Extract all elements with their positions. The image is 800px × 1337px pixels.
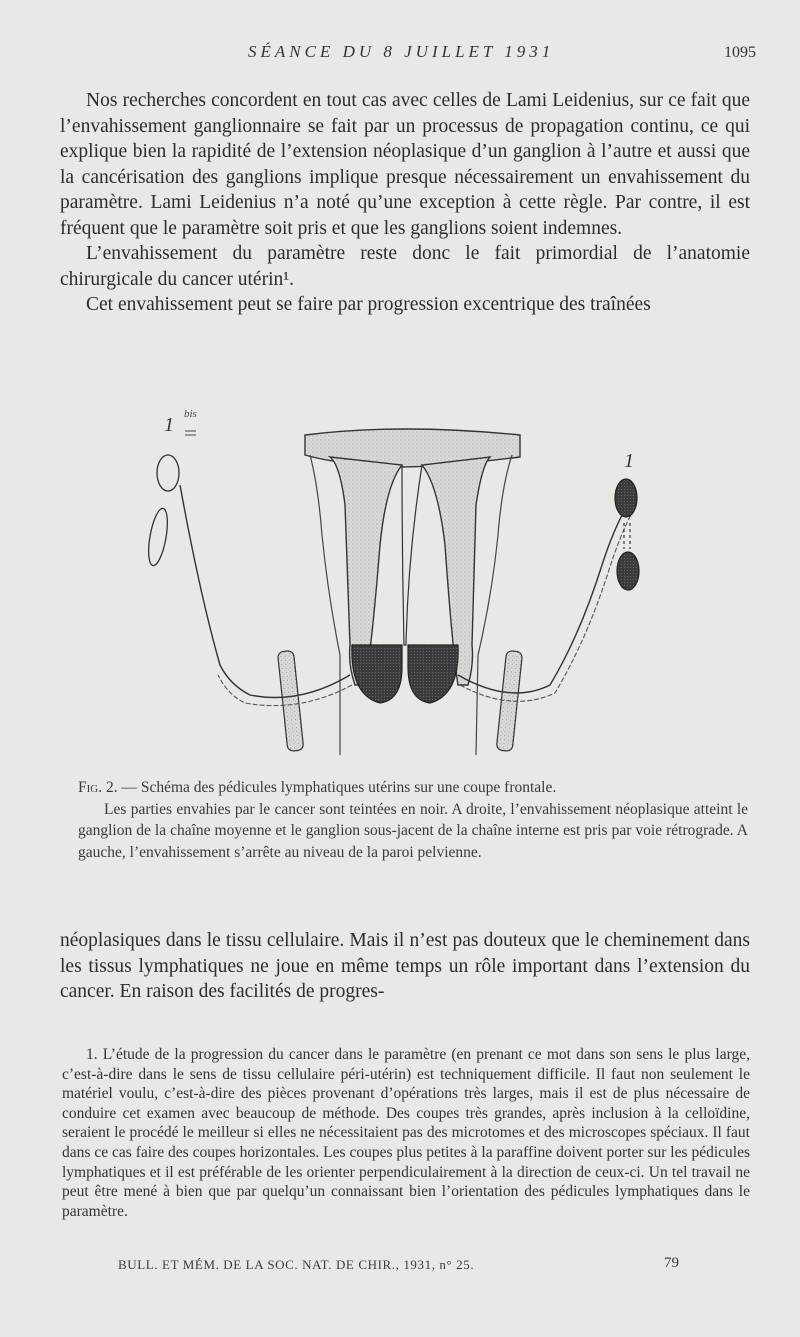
paragraph: Cet envahissement peut se faire par progression excentrique des traînées — [86, 294, 651, 315]
page-footer — [0, 1255, 800, 1279]
running-head — [0, 42, 800, 66]
lymph-node-left-lower — [145, 507, 171, 567]
vessel-left — [277, 650, 303, 751]
footer-signature: 79 — [664, 1255, 679, 1271]
figure-caption — [78, 777, 748, 863]
body-text-top — [60, 88, 750, 318]
parametrium-left — [310, 455, 340, 755]
lymphatic-chain-right — [458, 505, 628, 693]
caption-title-line — [78, 777, 748, 799]
lymph-node-right-lower — [617, 552, 639, 590]
cervix-invaded-left — [352, 645, 402, 703]
footnote-text: 1. L’étude de la progression du cancer dans le paramètre (en prenant ce mot dans son sens le plus large, c’est-à-dire dans le sens de tissu cellulaire péri-utérin) est techniquement difficile. Il faut non seulement le matériel voulu, c’est-à-dire des pièces provenant d’opérations très larges, mais il est de plus nécessaire de conduire cet examen avec beaucoup de méthode. Des coupes très grandes, après inclusion à la celloïdine, seraient le procédé le meilleur si elles ne nécessitaient pas des microtomes et des microscopes spéciaux. Il faut dans ce cas faire des coupes horizontales. Les coupes plus petites à la paraffine doivent porter sur les pédicules lymphatiques et il est préférable de les orienter perpendiculairement à la direction de ceux-ci. Un tel travail ne peut être mené à bien que par quelqu’un connaissant bien l’orientation des pédicules lymphatiques dans le paramètre. — [62, 1046, 750, 1220]
annotation-left-small: bis — [184, 408, 197, 420]
paragraph: néoplasiques dans le tissu cellulaire. Mais il n’est pas douteux que le cheminement dans les tissus lymphatiques ne joue en même temps un rôle important dans l’extension du cancer. En raison des facilités de progres- — [60, 930, 750, 1002]
caption-description: Les parties envahies par le cancer sont teintées en noir. A droite, l’envahissement néoplasique atteint le ganglion de la chaîne moyenne et le ganglion sous-jacent de la chaîne interne est pris par voie rétrograde. A gauche, l’envahissement s’arrête au niveau de la paroi pelvienne. — [78, 800, 748, 861]
page-number: 1095 — [724, 44, 756, 61]
uterine-canal — [402, 465, 422, 645]
caption-label: Fig. 2. — [78, 779, 118, 796]
footer-journal: BULL. ET MÉM. DE LA SOC. NAT. DE CHIR., 1931, n° 25. — [118, 1257, 475, 1272]
caption-title: — Schéma des pédicules lymphatiques utérins sur une coupe frontale. — [121, 779, 557, 796]
footnote — [62, 1045, 750, 1221]
uterus-lymphatics-diagram — [140, 395, 660, 765]
paragraph: L’envahissement du paramètre reste donc le fait primordial de l’anatomie chirurgicale du cancer utérin¹. — [60, 243, 750, 290]
lymphatic-chain-right-inner — [460, 513, 632, 701]
paragraph: Nos recherches concordent en tout cas avec celles de Lami Leidenius, sur ce fait que l’envahissement ganglionnaire se fait par un processus de propagation continu, ce qui explique bien la rapidité de l’extension néoplasique d’un ganglion à l’autre et aussi que la cancérisation des ganglions implique presque nécessairement un envahissement du paramètre. Lami Leidenius n’a noté qu’une exception à cette règle. Par contre, il est fréquent que le paramètre soit pris et que les ganglions soient indemnes. — [60, 90, 750, 239]
annotation-left: 1 — [164, 414, 174, 436]
figure-lymphatic-schema — [140, 395, 660, 765]
running-head-title: SÉANCE DU 8 JUILLET 1931 — [248, 42, 555, 61]
lymphatic-chain-left — [180, 485, 350, 698]
annotation-right: 1 — [624, 450, 634, 472]
lymph-node-right-invaded — [615, 479, 637, 517]
cervix-invaded-right — [408, 645, 458, 703]
lymph-node-left-upper — [157, 455, 179, 491]
body-text-bottom — [60, 928, 750, 1005]
